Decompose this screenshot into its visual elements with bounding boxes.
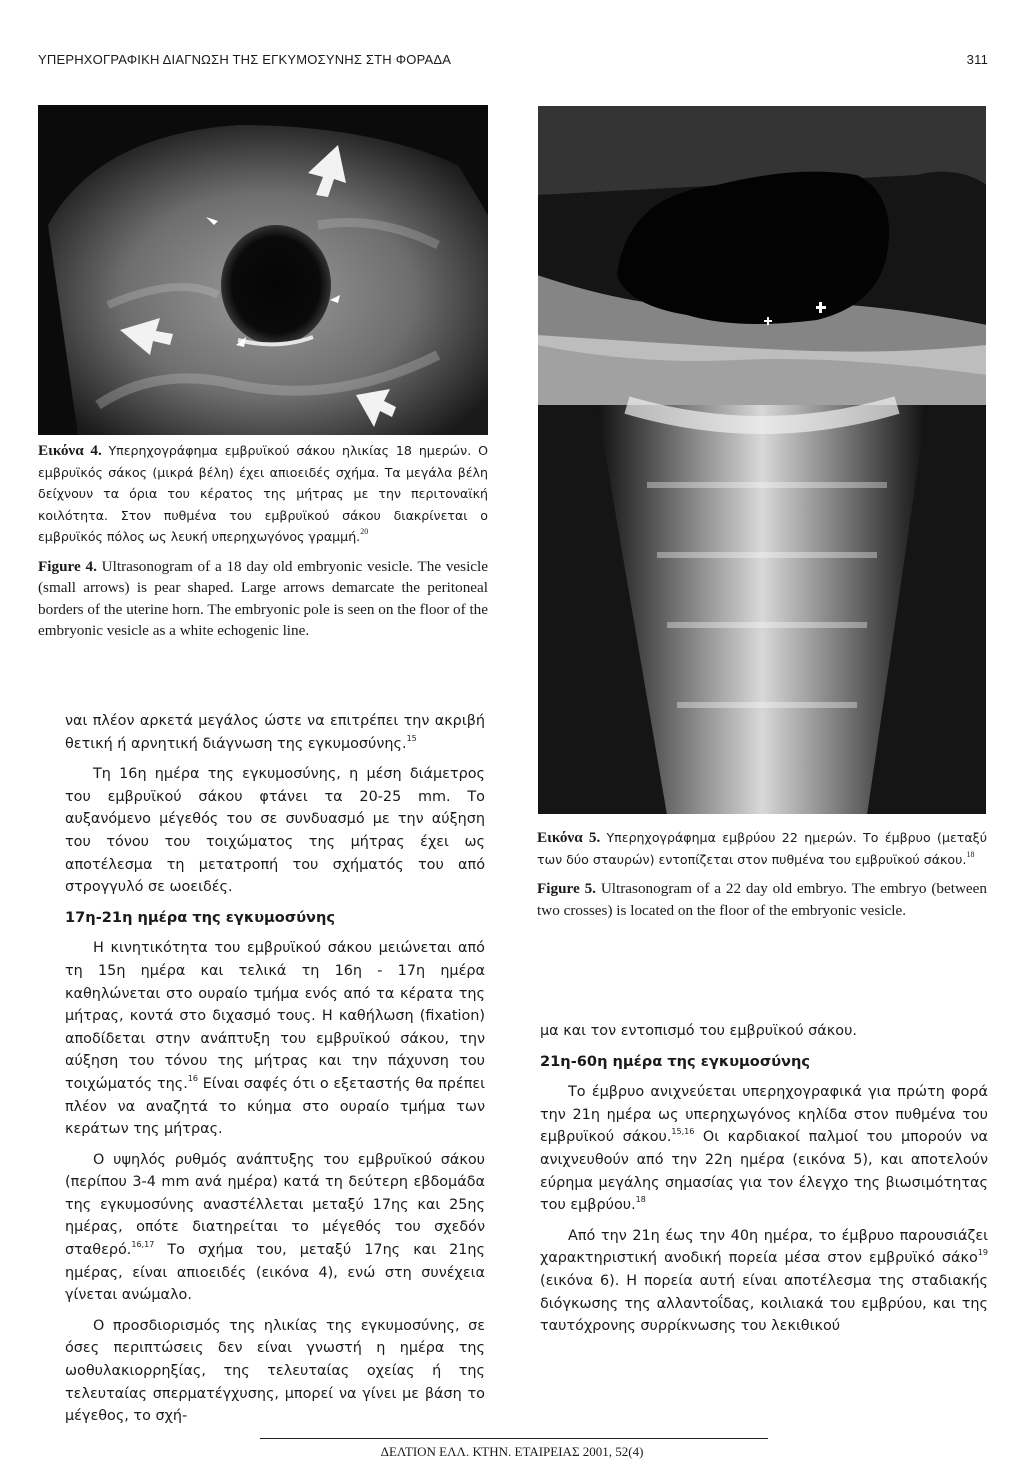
figure-5-caption-english — [537, 878, 987, 921]
figure-5-greek-ref: 18 — [966, 849, 975, 859]
right-paragraph-3 — [540, 1225, 988, 1338]
figure-4-sonogram-drawing — [38, 105, 488, 435]
footer-rule — [260, 1438, 768, 1439]
section-heading-21-60: 21η-60η ημέρα της εγκυμοσύνης — [540, 1052, 811, 1070]
right-paragraph-2-ref-1: 15,16 — [671, 1127, 695, 1137]
figure-5-caption — [537, 827, 987, 921]
left-paragraph-3-ref: 16 — [187, 1073, 198, 1083]
figure-4-english-text: Ultrasonogram of a 18 day old embryonic vesicle. The vesicle (small arrows) is pear shaped. Large arrows demarcate the peritoneal borders of the uterine horn. The embryonic pole is seen on the floor of the embryonic vesicle as a white echogenic line. — [38, 557, 488, 639]
right-paragraph-3-text-b: (εικόνα 6). Η πορεία αυτή είναι αποτέλεσμα της σταδιακής διόγκωσης της αλλαντοΐδας, κοιλιακά του εμβρύου, και της ταυτόχρονης συρρίκνωσης του λεκιθικού — [540, 1272, 988, 1335]
right-paragraph-2 — [540, 1081, 988, 1217]
left-paragraph-4-text-b: Το σχήμα του, μεταξύ 17ης και 21ης ημέρας, είναι απιοειδές (εικόνα 4), ενώ στη συνέχεια γίνεται ανώμαλο. — [65, 1242, 485, 1304]
running-head — [38, 52, 988, 74]
right-body-column — [540, 1020, 988, 1346]
running-head-title: ΥΠΕΡΗΧΟΓΡΑΦΙΚΗ ΔΙΑΓΝΩΣΗ ΤΗΣ ΕΓΚΥΜΟΣΥΝΗΣ ΣΤΗ ΦΟΡΑΔΑ — [38, 52, 452, 67]
left-body-column — [65, 710, 485, 1436]
figure-5-sonogram-drawing — [537, 105, 987, 815]
figure-5-english-label: Figure 5. — [537, 880, 596, 897]
figure-5-english-text: Ultrasonogram of a 22 day old embryo. The embryo (between two crosses) is located on the floor of the embryonic vesicle. — [537, 880, 988, 919]
left-paragraph-1 — [65, 710, 485, 755]
left-paragraph-5: Ο προσδιορισμός της ηλικίας της εγκυμοσύνης, σε όσες περιπτώσεις δεν είναι γνωστή η ημέρα της ωοθυλακιορρηξίας, της τελευταίας οχείας ή της τελευταίας σπερματέγχυσης, μπορεί να γίνει με βάση το μέγεθος, το σχή- — [65, 1317, 485, 1425]
left-paragraph-4-ref: 16,17 — [131, 1240, 155, 1250]
figure-5-greek-label: Εικόνα 5. — [537, 829, 601, 846]
right-paragraph-1: μα και τον εντοπισμό του εμβρυϊκού σάκου. — [540, 1023, 857, 1039]
figure-5-ultrasound-image — [537, 105, 987, 815]
right-paragraph-2-text-a: Το έμβρυο ανιχνεύεται υπερηχογραφικά για πρώτη φορά την 21η ημέρα ως υπερηχωγόνος κηλίδα στον πυθμένα του εμβρυϊκού σάκου. — [540, 1084, 988, 1146]
left-paragraph-1-ref: 15 — [406, 733, 417, 743]
figure-4-english-label: Figure 4. — [38, 557, 97, 575]
left-paragraph-1-text: ναι πλέον αρκετά μεγάλος ώστε να επιτρέπει την ακριβή θετική ή αρνητική διάγνωση της εγκυμοσύνης. — [65, 713, 485, 752]
figure-4-ultrasound-image — [38, 105, 488, 435]
embryonic-vesicle-shape — [221, 225, 331, 345]
left-paragraph-4 — [65, 1149, 485, 1307]
figure-5-caption-greek — [537, 827, 987, 870]
figure-4-greek-label: Εικόνα 4. — [38, 442, 102, 459]
figure-4-caption-greek — [38, 440, 488, 548]
figure-4-greek-ref: 20 — [360, 527, 369, 536]
figure-4-greek-text: Υπερηχογράφημα εμβρυϊκού σάκου ηλικίας 18 ημερών. Ο εμβρυϊκός σάκος (μικρά βέλη) έχει απιοειδές σχήμα. Τα μεγάλα βέλη δείχνουν τα όρια του κέρατος της μήτρας με την περιτοναϊκή κοιλότητα. Στον πυθμένα του εμβρυϊκού σάκου διακρίνεται ο εμβρυϊκός πόλος ως λευκή υπερηχωγόνος γραμμή. — [38, 443, 488, 544]
right-paragraph-2-text-b: Οι καρδιακοί παλμοί του μπορούν να ανιχνευθούν από την 22η ημέρα (εικόνα 5), και αποτελούν εύρημα μεγάλης σημασίας για τον έλεγχο της βιωσιμότητας του εμβρύου. — [540, 1129, 989, 1214]
left-paragraph-3 — [65, 937, 485, 1140]
figure-5-greek-text: Υπερηχογράφημα εμβρύου 22 ημερών. Το έμβρυο (μεταξύ των δύο σταυρών) εντοπίζεται στον πυθμένα του εμβρυϊκού σάκου. — [537, 830, 987, 867]
figure-4-caption — [38, 440, 488, 642]
left-paragraph-4-text-a: Ο υψηλός ρυθμός ανάπτυξης του εμβρυϊκού σάκου (περίπου 3-4 mm ανά ημέρα) κατά τη δεύτερη εβδομάδα της εγκυμοσύνης αναστέλλεται μεταξύ 17ης και 25ης ημέρας, οπότε διατηρείται το μέγεθός του σχεδόν σταθερό. — [65, 1151, 485, 1259]
section-heading-17-21: 17η-21η ημέρα της εγκυμοσύνης — [65, 908, 336, 926]
left-paragraph-3-text-b: Είναι σαφές ότι ο εξεταστής θα πρέπει πλέον να αναζητά το κύημα στο ουραίο τμήμα των κεράτων της μήτρας. — [65, 1075, 486, 1138]
right-paragraph-3-ref: 19 — [977, 1248, 988, 1258]
right-paragraph-3-text-a: Από την 21η έως την 40η ημέρα, το έμβρυο παρουσιάζει χαρακτηριστική ανοδική πορεία μέσα στον εμβρυϊκό σάκο — [540, 1227, 988, 1267]
page-number: 311 — [966, 52, 988, 67]
footer-journal: ΔΕΛΤΙΟΝ ΕΛΛ. ΚΤΗΝ. ΕΤΑΙΡΕΙΑΣ 2001, 52(4) — [380, 1444, 644, 1459]
left-paragraph-3-text-a: Η κινητικότητα του εμβρυϊκού σάκου μειώνεται από τη 15η ημέρα και τελικά τη 16η - 17η ημέρα καθηλώνεται στο ουραίο τμήμα ενός από τα κέρατα της μήτρας, κοντά στο διχασμό τους. Η καθήλωση (fixation) αποδίδεται στην ανάπτυξη του εμβρυϊκού σάκου, την αύξηση του τόνου της μήτρας και την πάχυνση του τοιχώματός της. — [65, 940, 485, 1092]
figure-4-caption-english — [38, 556, 488, 642]
left-paragraph-2: Τη 16η ημέρα της εγκυμοσύνης, η μέση διάμετρος του εμβρυϊκού σάκου φτάνει τα 20-25 mm. Το αυξανόμενο μέγεθός του σε συνδυασμό με την αύξηση του τόνου του τοιχώματος της μήτρας έχει ως αποτέλεσμα τη μετατροπή του σχήματός του από στρογγυλό σε ωοειδές. — [65, 766, 485, 896]
right-paragraph-2-ref-2: 18 — [635, 1195, 646, 1205]
